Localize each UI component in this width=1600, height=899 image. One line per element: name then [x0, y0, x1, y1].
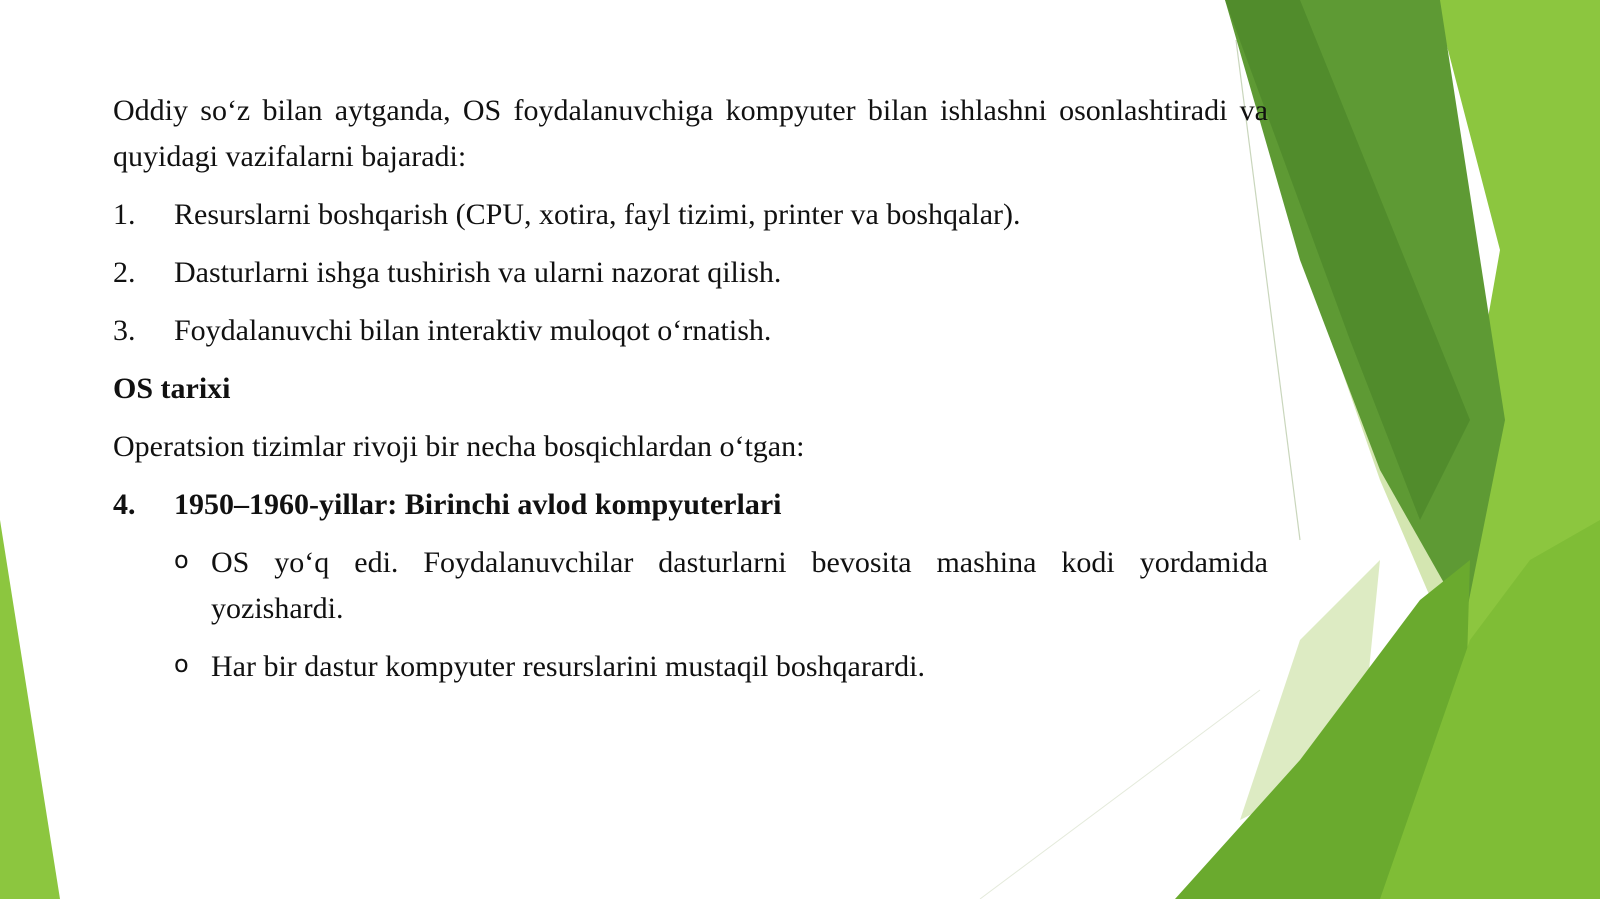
- deco-left-sliver: [0, 520, 60, 899]
- history-heading: OS tarixi: [113, 372, 231, 405]
- sub-bullet-text: Har bir dastur kompyuter resurslarini mustaqil boshqarardi.: [211, 650, 925, 683]
- intro-paragraph: Oddiy so‘z bilan aytganda, OS foydalanuvchiga kompyuter bilan ishlashni osonlashtiradi va quyidagi vazifalarni bajaradi:: [113, 94, 1268, 173]
- item-text: Dasturlarni ishga tushirish va ularni nazorat qilish.: [174, 256, 782, 289]
- history-intro: Operatsion tizimlar rivoji bir necha bosqichlardan o‘tgan:: [113, 430, 805, 463]
- numbered-item: [113, 308, 1268, 354]
- item-number: 2.: [113, 256, 136, 289]
- item-number: 1.: [113, 198, 136, 231]
- sub-bullet-item: [174, 540, 1268, 632]
- item-text: Foydalanuvchi bilan interaktiv muloqot o‘rnatish.: [174, 314, 772, 347]
- numbered-item: [113, 192, 1268, 238]
- period-heading: [113, 482, 1268, 528]
- numbered-item: [113, 250, 1268, 296]
- slide-content: [113, 88, 1268, 702]
- sub-bullet-text: OS yo‘q edi. Foydalanuvchilar dasturlarni bevosita mashina kodi yordamida yozishardi.: [211, 546, 1268, 625]
- item-text: Resurslarni boshqarish (CPU, xotira, fayl tizimi, printer va boshqalar).: [174, 198, 1021, 231]
- item-number: 3.: [113, 314, 136, 347]
- circle-bullet-icon: o: [174, 650, 189, 678]
- period-number: 4.: [113, 488, 136, 521]
- circle-bullet-icon: o: [174, 546, 189, 574]
- period-title: 1950–1960-yillar: Birinchi avlod kompyuterlari: [174, 488, 782, 521]
- sub-bullet-item: [174, 644, 1268, 690]
